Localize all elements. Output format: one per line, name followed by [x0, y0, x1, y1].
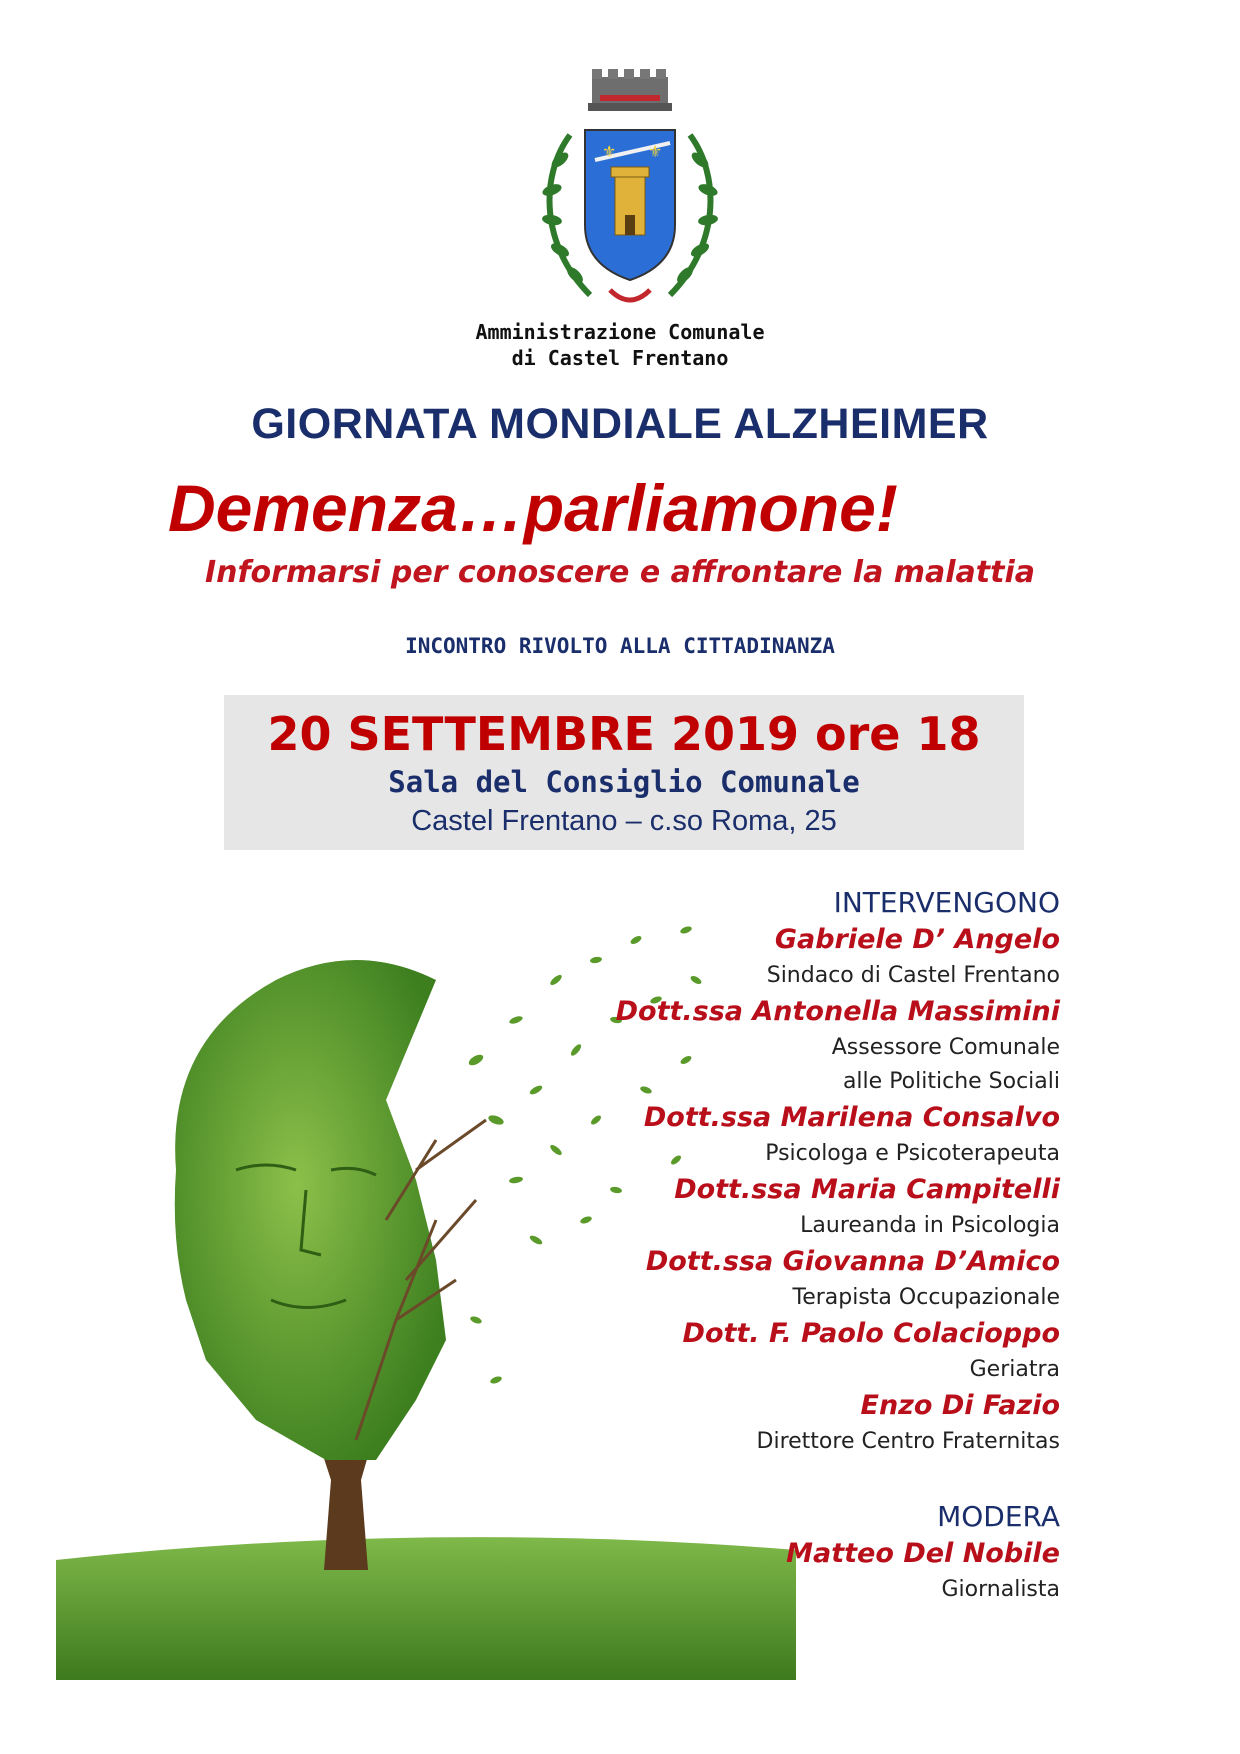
- subheadline: Informarsi per conoscere e affrontare la malattia: [204, 555, 1035, 590]
- speaker-name: Dott.ssa Maria Campitelli: [674, 1174, 1060, 1205]
- speaker-role: alle Politiche Sociali: [842, 1069, 1060, 1094]
- administration-name: Amministrazione Comunale: [475, 320, 765, 344]
- speaker-entry: [500, 1099, 1060, 1171]
- moderator-role: Giornalista: [941, 1577, 1060, 1602]
- speaker-name: Dott. F. Paolo Colacioppo: [682, 1318, 1060, 1349]
- speaker-entry: [500, 1243, 1060, 1315]
- speaker-role: Assessore Comunale: [831, 1035, 1060, 1060]
- head-foliage: [175, 960, 446, 1460]
- municipality-name: di Castel Frentano: [511, 346, 729, 370]
- speaker-entry: [500, 1315, 1060, 1387]
- shield-icon: [585, 130, 675, 280]
- speaker-name: Gabriele D’ Angelo: [774, 924, 1060, 955]
- speaker-role: Sindaco di Castel Frentano: [766, 963, 1060, 988]
- moderator-heading: MODERA: [937, 1500, 1060, 1533]
- speaker-name: Dott.ssa Antonella Massimini: [615, 996, 1060, 1027]
- speaker-role: Geriatra: [969, 1357, 1060, 1382]
- event-title: GIORNATA MONDIALE ALZHEIMER: [251, 400, 989, 448]
- moderator-section: [500, 1499, 1060, 1607]
- svg-text:⚜: ⚜: [602, 142, 617, 161]
- speaker-entry: [500, 921, 1060, 993]
- moderator-name: Matteo Del Nobile: [786, 1538, 1060, 1569]
- speaker-entry: [500, 1387, 1060, 1459]
- speaker-role: Psicologa e Psicoterapeuta: [765, 1141, 1060, 1166]
- venue-name: Sala del Consiglio Comunale: [388, 765, 860, 799]
- headline: Demenza…parliamone!: [168, 471, 898, 545]
- speaker-role: Laureanda in Psicologia: [800, 1213, 1060, 1238]
- speaker-role: Direttore Centro Fraternitas: [756, 1429, 1060, 1454]
- speaker-role: Terapista Occupazionale: [792, 1285, 1060, 1310]
- speaker-entry: [500, 993, 1060, 1099]
- event-info-box: [224, 695, 1024, 850]
- speakers-section: [500, 885, 1060, 1607]
- venue-address: Castel Frentano – c.so Roma, 25: [411, 805, 837, 837]
- speaker-entry: [500, 1171, 1060, 1243]
- speaker-name: Enzo Di Fazio: [860, 1390, 1060, 1421]
- audience-note: INCONTRO RIVOLTO ALLA CITTADINANZA: [405, 634, 835, 658]
- speakers-heading: INTERVENGONO: [833, 886, 1060, 919]
- event-date: 20 SETTEMBRE 2019 ore 18: [267, 707, 981, 761]
- speaker-name: Dott.ssa Giovanna D’Amico: [645, 1246, 1060, 1277]
- coat-of-arms-logo: [530, 65, 730, 315]
- svg-text:⚜: ⚜: [648, 142, 663, 161]
- speaker-name: Dott.ssa Marilena Consalvo: [643, 1102, 1060, 1133]
- crown-icon: [588, 69, 672, 111]
